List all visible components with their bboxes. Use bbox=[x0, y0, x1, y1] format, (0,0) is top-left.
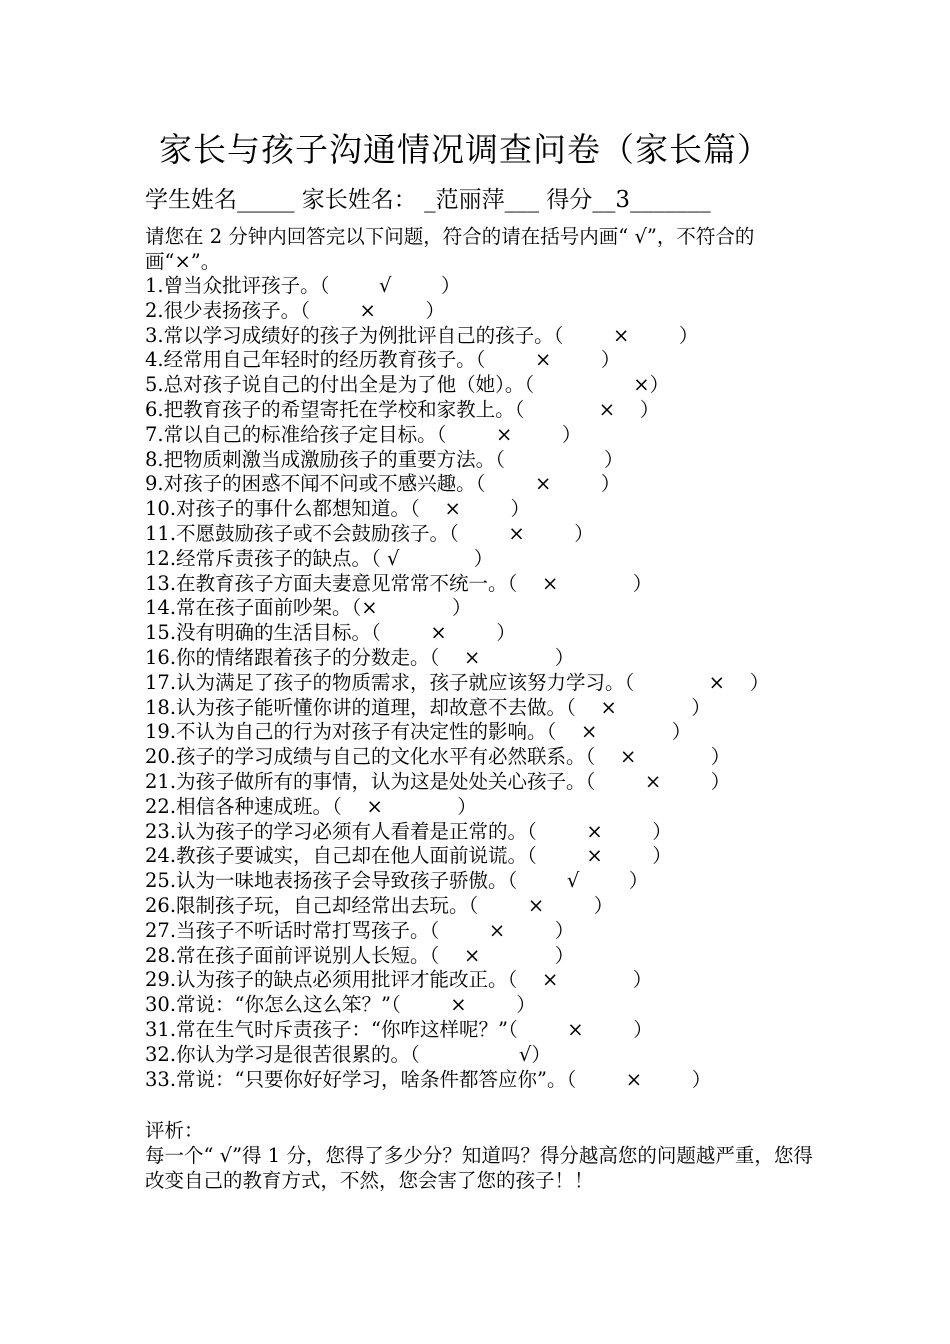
question-item: 27.当孩子不听话时常打骂孩子。（ × ） bbox=[145, 918, 575, 942]
question-item: 14.常在孩子面前吵架。（× ） bbox=[145, 596, 472, 620]
question-item: 28.常在孩子面前评说别人长短。（ × ） bbox=[145, 943, 575, 967]
question-item: 7.常以自己的标准给孩子定目标。（ × ） bbox=[145, 422, 582, 446]
question-item: 22.相信各种速成班。（ × ） bbox=[145, 794, 477, 818]
question-item: 11.不愿鼓励孩子或不会鼓励孩子。（ × ） bbox=[145, 521, 594, 545]
question-item: 4.经常用自己年轻时的经历教育孩子。（ × ） bbox=[145, 348, 621, 372]
question-item: 29.认为孩子的缺点必须用批评才能改正。（ × ） bbox=[145, 968, 653, 992]
question-item: 10.对孩子的事什么都想知道。（ × ） bbox=[145, 497, 530, 521]
question-item: 25.认为一味地表扬孩子会导致孩子骄傲。（ √ ） bbox=[145, 869, 649, 893]
question-item: 16.你的情绪跟着孩子的分数走。（ × ） bbox=[145, 645, 575, 669]
analysis-text: 每一个“ √”得 1 分，您得了多少分？知道吗？得分越高您的问题越严重，您得改变自己的教育方式，不然，您会害了您的孩子！！ bbox=[145, 1144, 813, 1193]
question-item: 30.常说：“你怎么这么笨？”（ × ） bbox=[145, 993, 536, 1017]
question-item: 12.经常斥责孩子的缺点。（ √ ） bbox=[145, 546, 494, 570]
question-item: 9.对孩子的困惑不闻不问或不感兴趣。（ × ） bbox=[145, 472, 621, 496]
question-item: 17.认为满足了孩子的物质需求，孩子就应该努力学习。（ × ） bbox=[145, 670, 770, 694]
question-item: 2.很少表扬孩子。（ × ） bbox=[145, 298, 445, 322]
question-item: 6.把教育孩子的希望寄托在学校和家教上。（ × ） bbox=[145, 397, 660, 421]
respondent-info-line: 学生姓名_____ 家长姓名： _范丽萍___ 得分__3_______ bbox=[145, 187, 711, 213]
page-title: 家长与孩子沟通情况调查问卷（家长篇） bbox=[159, 130, 771, 169]
document-page bbox=[145, 128, 825, 1193]
question-item: 24.教孩子要诚实，自己却在他人面前说谎。（ × ） bbox=[145, 844, 672, 868]
question-item: 5.总对孩子说自己的付出全是为了他（她）。（ ×） bbox=[145, 373, 670, 397]
question-item: 23.认为孩子的学习必须有人看着是正常的。（ × ） bbox=[145, 819, 672, 843]
question-item: 21.为孩子做所有的事情，认为这是处处关心孩子。（ × ） bbox=[145, 769, 731, 793]
question-item: 32.你认为学习是很苦很累的。（ √） bbox=[145, 1042, 551, 1066]
question-item: 1.曾当众批评孩子。（ √ ） bbox=[145, 274, 461, 297]
question-item: 8.把物质刺激当成激励孩子的重要方法。（ ） bbox=[145, 447, 624, 471]
question-item: 19.不认为自己的行为对孩子有决定性的影响。（ × ） bbox=[145, 720, 692, 744]
question-item: 15.没有明确的生活目标。（ × ） bbox=[145, 621, 516, 645]
analysis-label: 评析： bbox=[145, 1119, 204, 1143]
question-item: 26.限制孩子玩，自己却经常出去玩。（ × ） bbox=[145, 893, 614, 917]
question-list bbox=[145, 274, 825, 1092]
question-item: 20.孩子的学习成绩与自己的文化水平有必然联系。（ × ） bbox=[145, 745, 731, 769]
question-item: 13.在教育孩子方面夫妻意见常常不统一。（ × ） bbox=[145, 571, 653, 595]
question-item: 31.常在生气时斥责孩子：“你咋这样呢？”（ × ） bbox=[145, 1017, 653, 1041]
question-item: 3.常以学习成绩好的孩子为例批评自己的孩子。（ × ） bbox=[145, 323, 699, 347]
section-spacer bbox=[145, 1092, 825, 1118]
instructions: 请您在 2 分钟内回答完以下问题，符合的请在括号内画“ √”，不符合的画“×”。 bbox=[145, 225, 755, 273]
question-item: 18.认为孩子能听懂你讲的道理，却故意不去做。（ × ） bbox=[145, 695, 711, 719]
question-item: 33.常说：“只要你好好学习，啥条件都答应你”。（ × ） bbox=[145, 1067, 712, 1091]
